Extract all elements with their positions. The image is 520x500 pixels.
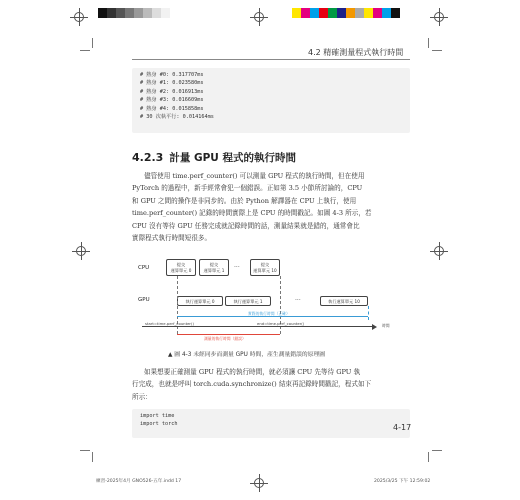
measured-time-label: 測量的執行時間（錯誤） <box>204 336 246 341</box>
paragraph-line: 和 GPU 之間的操作是非同步的。由於 Python 解譯器在 CPU 上執行，使用 <box>132 196 357 205</box>
crop-mark <box>80 50 90 51</box>
paragraph-line: 如果想要正確測量 GPU 程式的執行時間，就必須讓 CPU 先等待 GPU 執 <box>144 368 361 376</box>
footer-timestamp: 2025/3/25 下午 12:59:02 <box>374 479 431 484</box>
time-axis-label: 時間 <box>382 323 390 328</box>
time-axis <box>142 326 374 327</box>
code-line: # 熱身 #3: 0.016609ms <box>140 97 204 104</box>
crop-mark <box>92 452 93 462</box>
registration-mark <box>250 474 268 492</box>
paragraph-line: 實際程式執行時間短很多。 <box>132 234 212 243</box>
gpu-ellipsis: ··· <box>295 297 301 304</box>
cpu-row-label: CPU <box>138 265 150 271</box>
code-block-imports <box>132 409 410 438</box>
color-calibration-bar <box>292 8 400 18</box>
figure-timeline-diagram <box>132 256 410 352</box>
header-rule <box>132 59 410 60</box>
code-line: # 熱身 #1: 0.023580ms <box>140 80 204 87</box>
start-marker-label: start=time.perf_counter() <box>145 321 194 326</box>
paragraph-line: CPU 沒有等待 GPU 任務完成就記錄時間的話，測量結果就是錯的，通常會比 <box>132 221 360 230</box>
page-number: 4-17 <box>393 423 412 432</box>
footer-file-slug: 練習-2025年4月 GNO526-五年.indd 17 <box>96 479 182 484</box>
registration-mark <box>72 242 90 260</box>
end-marker-label: end=time.perf_counter() <box>257 321 305 326</box>
code-block-output <box>132 68 410 133</box>
paragraph-line: PyTorch 的過程中，新手經常會犯一個錯誤。正如第 3.5 小節所討論的，CPU <box>132 184 363 193</box>
actual-time-label: 實際的執行時間（正確） <box>248 311 290 316</box>
section-title: 計量 GPU 程式的執行時間 <box>169 152 296 164</box>
gpu-exec-box: 執行運算單元 10 <box>320 296 368 306</box>
body-paragraph <box>132 170 410 244</box>
crop-mark <box>432 50 442 51</box>
gpu-exec-box: 執行運算單元 0 <box>177 296 223 306</box>
paragraph-line: time.perf_counter() 記錄的時間實際上是 CPU 的時間戳記。如圖 4-3 所示，若 <box>132 209 372 218</box>
registration-mark <box>70 8 88 26</box>
crop-mark <box>80 450 90 451</box>
paragraph-line: 行完成，也就是呼叫 torch.cuda.synchronize() 結束再記錄時間戳記，程式如下 <box>132 380 372 389</box>
measured-time-bar <box>177 334 280 335</box>
grayscale-calibration-bar <box>98 8 170 18</box>
registration-mark <box>430 8 448 26</box>
registration-mark <box>430 242 448 260</box>
cpu-submit-box: 提交 運算單元 0 <box>166 259 196 276</box>
registration-mark <box>250 8 268 26</box>
code-line: import torch <box>140 421 178 428</box>
crop-mark <box>432 450 442 451</box>
figure-caption: ▲ 圖 4-3 未經同步而測量 GPU 時間，產生測量錯誤的原理圖 <box>168 352 326 358</box>
crop-mark <box>428 38 429 48</box>
gpu-row-label: GPU <box>138 297 150 303</box>
time-axis-arrow-icon <box>372 324 377 330</box>
actual-end-guide-line <box>368 306 369 320</box>
code-line: # 熱身 #4: 0.015858ms <box>140 105 204 112</box>
code-line: # 熱身 #2: 0.016913ms <box>140 88 204 95</box>
code-line: # 30 次執平行: 0.014164ms <box>140 113 214 120</box>
chapter-header: 4.2 精確測量程式執行時間 <box>308 48 404 57</box>
crop-mark <box>428 452 429 462</box>
code-line: import time <box>140 413 175 419</box>
code-line: # 熱身 #0: 0.317707ms <box>140 72 204 78</box>
cpu-ellipsis: ··· <box>234 264 240 271</box>
body-paragraph <box>132 366 410 403</box>
section-heading <box>132 150 296 165</box>
section-number: 4.2.3 <box>132 151 164 164</box>
paragraph-line: 所示： <box>132 392 152 401</box>
gpu-exec-box: 執行運算單元 1 <box>225 296 271 306</box>
cpu-submit-box: 提交 運算單元 1 <box>199 259 229 276</box>
cpu-submit-box: 提交 運算單元 10 <box>250 259 280 276</box>
paragraph-line: 儘管使用 time.perf_counter() 可以測量 GPU 程式的執行時間，但在使用 <box>144 172 365 180</box>
crop-mark <box>92 38 93 48</box>
